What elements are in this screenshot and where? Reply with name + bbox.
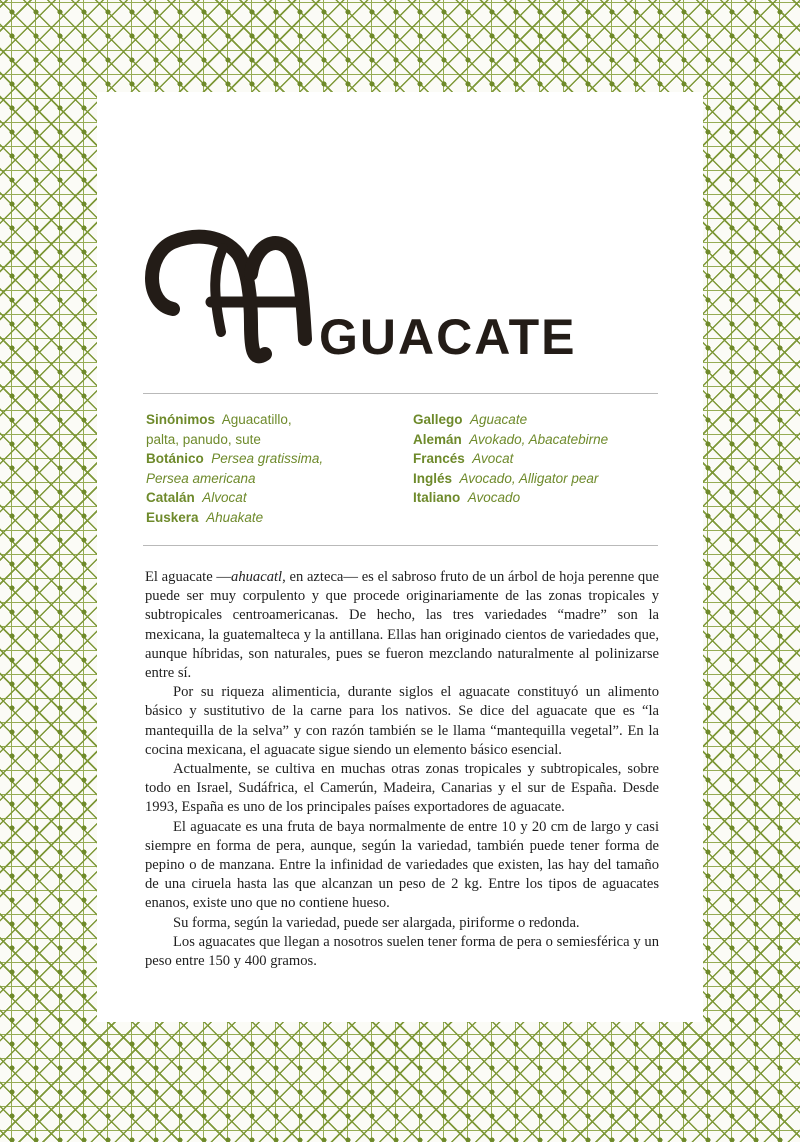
paragraph-2: Por su riqueza alimenticia, durante siglos el aguacate constituyó un alimento básico y sustitutivo de la carne para los nativos. Se dice del aguacate que es “la mantequilla de la selva” y con razón también se le llama “mantequilla vegetal”. En la cocina mexicana, el aguacate sigue siendo un elemento básico esencial. [145, 684, 659, 758]
name-entry-aleman: Alemán Avokado, Abacatebirne [413, 431, 609, 447]
name-entry-botanico-cont: Persea americana [146, 470, 256, 486]
names-right [413, 410, 653, 508]
title-initial: A [143, 214, 144, 215]
divider-top [143, 393, 658, 394]
content-panel [97, 92, 703, 1022]
name-entry-ingles: Inglés Avocado, Alligator pear [413, 470, 599, 486]
decorative-initial-a [143, 214, 313, 364]
name-entry-frances: Francés Avocat [413, 451, 514, 467]
paragraph-1: El aguacate —ahuacatl, en azteca— es el sabroso fruto de un árbol de hoja perenne que puede ser muy corpulento y que procede originariamente de las zonas tropicales y subtropicales centroamericanas. De hecho, las tres variedades “madre” son la mexicana, la guatemalteca y la antillana. Ellas han originado cientos de variedades que, aunque híbridas, son naturales, pues se fueron mezclando naturalmente al polinizarse entre sí. [145, 569, 659, 682]
paragraph-3: Actualmente, se cultiva en muchas otras zonas tropicales y subtropicales, sobre todo en Israel, Sudáfrica, el Camerún, Madeira, Canarias y el sur de España. Desde 1993, España es uno de los principales países exportadores de aguacate. [145, 761, 659, 816]
article-body [145, 568, 659, 971]
name-entry-italiano: Italiano Avocado [413, 490, 521, 506]
name-entry-catalan: Catalán Alvocat [146, 490, 247, 506]
paragraph-5: Su forma, según la variedad, puede ser alargada, piriforme o redonda. [173, 914, 580, 931]
name-entry-botanico: Botánico Persea gratissima, [146, 451, 324, 467]
names-left [146, 410, 356, 528]
title-text: GUACATE [319, 309, 577, 365]
paragraph-4: El aguacate es una fruta de baya normalmente de entre 10 y 20 cm de largo y casi siempre en forma de pera, aunque, según la variedad, también puede tener forma de pepino o de manzana. Entre la infinidad de variedades que existen, las hay del tamaño de una ciruela hasta las que alcanzan un peso de 2 kg. Entre los tipos de aguacates enanos, existe uno que no contiene hueso. [145, 818, 659, 912]
name-entry-gallego: Gallego Aguacate [413, 412, 528, 427]
name-entry-sinonimos: Sinónimos Aguacatillo, [146, 412, 292, 427]
name-entry-euskera: Euskera Ahuakate [146, 509, 264, 525]
name-entry-sinonimos-cont: palta, panudo, sute [146, 431, 261, 447]
divider-bottom [143, 545, 658, 546]
paragraph-6: Los aguacates que llegan a nosotros suelen tener forma de pera o semiesférica y un peso entre 150 y 400 gramos. [145, 933, 659, 970]
page-title [143, 214, 703, 364]
